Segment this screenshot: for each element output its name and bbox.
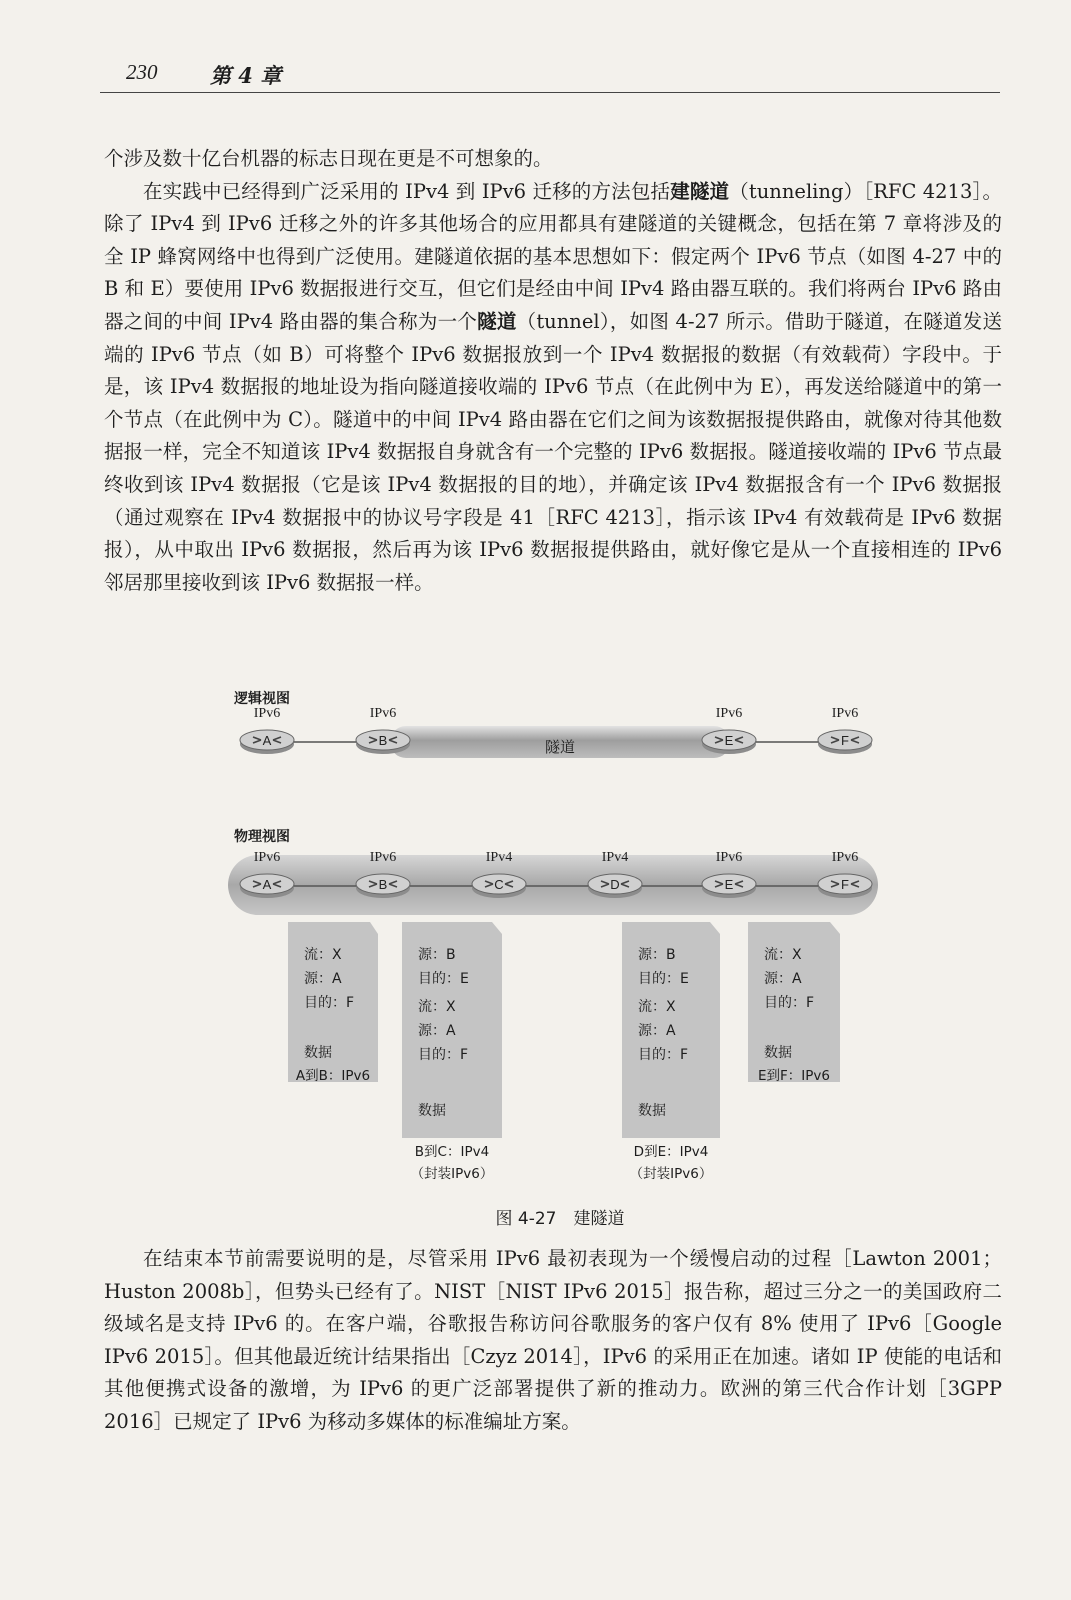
packet-caption: B到C：IPv4	[414, 1144, 490, 1160]
packet-data-field: 数据	[418, 1103, 446, 1119]
packet-caption: A到B：IPv6	[295, 1068, 371, 1084]
physical-network-cloud	[228, 855, 878, 915]
logical-router-letter: F	[841, 733, 849, 748]
router-icon	[354, 728, 412, 756]
router-icon	[238, 872, 296, 900]
logical-router-letter: A	[262, 733, 272, 748]
logical-router-letter: E	[724, 733, 734, 748]
packet-header-field: 目的：F	[638, 1047, 689, 1063]
packet-data-field: 数据	[638, 1103, 666, 1119]
body-top	[104, 143, 1002, 599]
packet-header-field: 源：A	[418, 1023, 456, 1039]
router-icon	[470, 872, 528, 900]
packet-header-field: 源：A	[638, 1023, 676, 1039]
physical-router-letter: B	[378, 877, 388, 892]
router-icon	[700, 728, 758, 756]
router-icon	[586, 872, 644, 900]
packet-outer-header-field: 目的：E	[418, 971, 469, 987]
router-icon	[700, 872, 758, 900]
logical-node-type-a: IPv6	[253, 706, 281, 721]
paragraph-2-part-b: （tunneling）［RFC 4213］。除了 IPv4 到 IPv6 迁移之外的许多其他场合的应用都具有建隧道的关键概念，包括在第 7 章将涉及的全 IP 蜂窝网络中也得到广泛使用。建隧道依据的基本思想如下：假定两个 IPv6 节点（如图 4-27 中的 B 和 E）要使用 IPv6 数据报进行交互，但它们是经由中间 IPv4 路由器互联的。我们将两台 IPv6 路由器之间的中间 IPv4 路由器的集合称为一个	[104, 179, 1002, 333]
packet-header-field: 源：A	[304, 971, 342, 987]
physical-view-label: 物理视图	[234, 829, 290, 845]
chapter-title: 第 4 章	[210, 63, 282, 88]
page-number: 230	[126, 60, 158, 84]
packet-header-field: 目的：F	[304, 995, 355, 1011]
router-icon	[816, 872, 874, 900]
tunnel-label: 隧道	[544, 738, 575, 756]
physical-router-letter: D	[610, 877, 620, 892]
packet-caption: E到F：IPv6	[758, 1068, 830, 1084]
physical-node-type-f: IPv6	[831, 850, 859, 865]
physical-router-letter: A	[262, 877, 272, 892]
physical-router-letter: F	[841, 877, 849, 892]
router-icon	[816, 728, 874, 756]
logical-view-label: 逻辑视图	[234, 691, 290, 707]
logical-node-type-b: IPv6	[369, 706, 397, 721]
physical-router-letter: C	[494, 877, 504, 892]
body-bottom	[104, 1243, 1002, 1439]
logical-node-type-e: IPv6	[715, 706, 743, 721]
packet-outer-header-field: 源：B	[638, 947, 676, 963]
packet-header-field: 源：A	[764, 971, 802, 987]
packet-header-field: 流：X	[304, 947, 342, 963]
paragraph-2-part-a: 在实践中已经得到广泛采用的 IPv4 到 IPv6 迁移的方法包括	[143, 179, 671, 203]
physical-node-type-e: IPv6	[715, 850, 743, 865]
packet-header-field: 流：X	[764, 947, 802, 963]
physical-node-type-b: IPv6	[369, 850, 397, 865]
figure-caption: 图 4-27 建隧道	[495, 1209, 625, 1229]
packet-caption: D到E：IPv4	[633, 1144, 709, 1160]
physical-node-type-a: IPv6	[253, 850, 281, 865]
paragraph-1: 个涉及数十亿台机器的标志日现在更是不可想象的。	[104, 147, 553, 170]
term-tunnel: 隧道	[477, 309, 517, 333]
packet-data-field: 数据	[764, 1045, 792, 1061]
router-icon	[238, 728, 296, 756]
logical-node-type-f: IPv6	[831, 706, 859, 721]
term-tunneling: 建隧道	[670, 179, 730, 203]
page-header	[100, 52, 1000, 93]
figure-4-27	[220, 682, 900, 1229]
router-icon	[354, 872, 412, 900]
packet-data-field: 数据	[304, 1045, 332, 1061]
physical-node-type-c: IPv4	[485, 850, 513, 865]
paragraph-3: 在结束本节前需要说明的是，尽管采用 IPv6 最初表现为一个缓慢启动的过程［Lawton 2001；Huston 2008b］，但势头已经有了。NIST［NIST IPv6 2015］报告称，超过三分之一的美国政府二级域名是支持 IPv6 的。在客户端，谷歌报告称访问谷歌服务的客户仅有 8% 使用了 IPv6［Google IPv6 2015］。但其他最近统计结果指出［Czyz 2014］，IPv6 的采用正在加速。诸如 IP 使能的电话和其他便携式设备的激增，为 IPv6 的更广泛部署提供了新的推动力。欧洲的第三代合作计划［3GPP 2016］已规定了 IPv6 为移动多媒体的标准编址方案。	[104, 1247, 1002, 1433]
packet-header-field: 目的：F	[418, 1047, 469, 1063]
physical-router-letter: E	[724, 877, 734, 892]
packet-header-field: 流：X	[418, 999, 456, 1015]
physical-node-type-d: IPv4	[601, 850, 629, 865]
paragraph-2	[104, 176, 1002, 600]
packet-outer-header-field: 目的：E	[638, 971, 689, 987]
logical-router-letter: B	[378, 733, 388, 748]
packet-header-field: 目的：F	[764, 995, 815, 1011]
paragraph-2-part-c: （tunnel），如图 4-27 所示。借助于隧道，在隧道发送端的 IPv6 节点（如 B）可将整个 IPv6 数据报放到一个 IPv4 数据报的数据（有效载荷）字段中。于是，该 IPv4 数据报的地址设为指向隧道接收端的 IPv6 节点（在此例中为 E），再发送给隧道中的第一个节点（在此例中为 C）。隧道中的中间 IPv4 路由器在它们之间为该数据报提供路由，就像对待其他数据报一样，完全不知道该 IPv4 数据报自身就含有一个完整的 IPv6 数据报。隧道接收端的 IPv6 节点最终收到该 IPv4 数据报（它是该 IPv4 数据报的目的地），并确定该 IPv4 数据报含有一个 IPv6 数据报（通过观察在 IPv4 数据报中的协议号字段是 41［RFC 4213］，指示该 IPv4 有效载荷是 IPv6 数据报），从中取出 IPv6 数据报，然后再为该 IPv6 数据报提供路由，就好像它是从一个直接相连的 IPv6 邻居那里接收到该 IPv6 数据报一样。	[104, 309, 1002, 594]
packet-caption-encapsulation: （封装IPv6）	[629, 1166, 713, 1182]
packet-caption-encapsulation: （封装IPv6）	[410, 1166, 494, 1182]
packet-header-field: 流：X	[638, 999, 676, 1015]
packet-outer-header-field: 源：B	[418, 947, 456, 963]
